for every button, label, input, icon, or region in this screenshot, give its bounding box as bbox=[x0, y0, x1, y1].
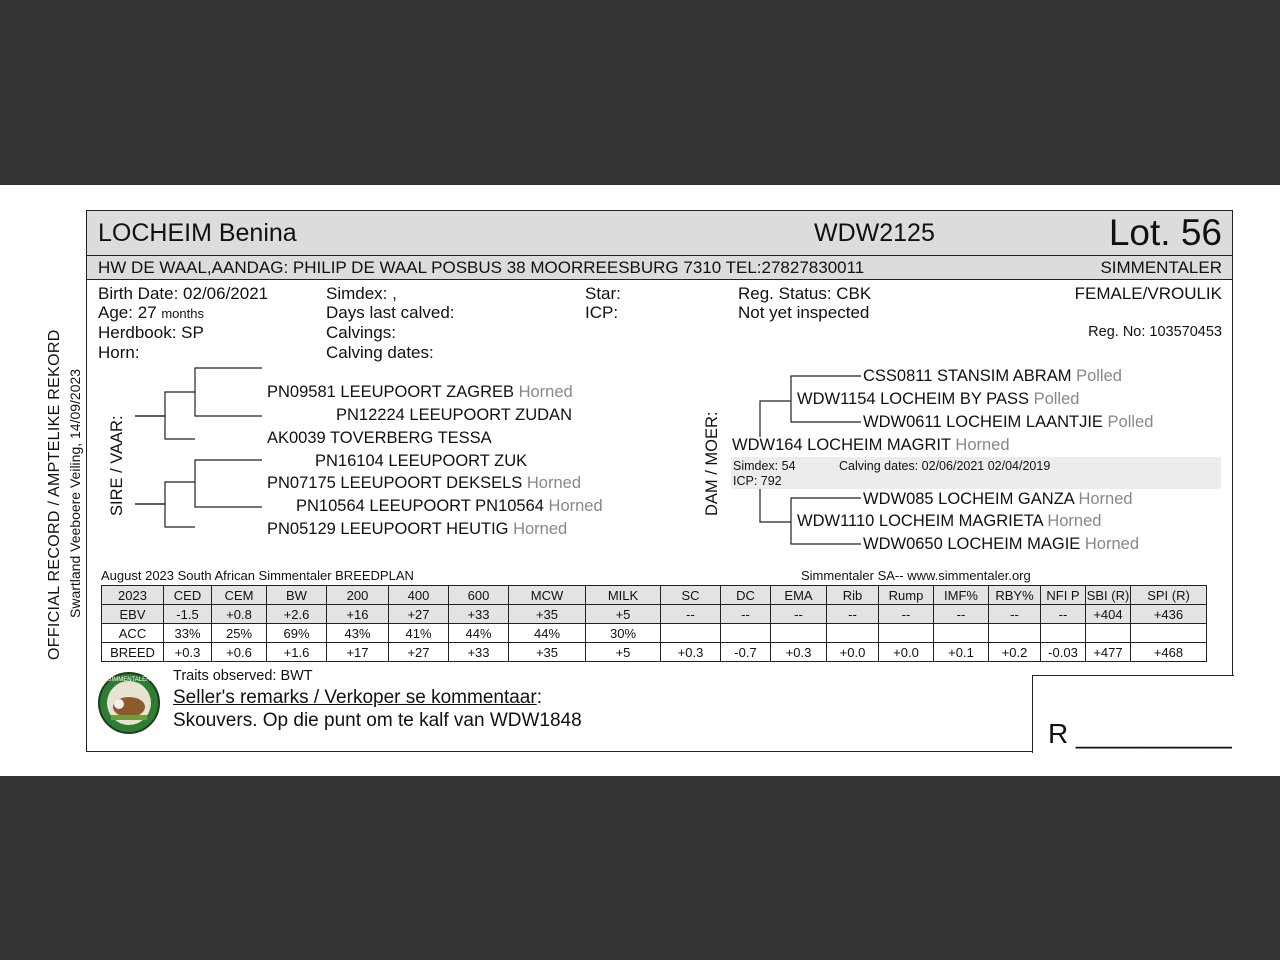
table-cell: Rib bbox=[827, 586, 879, 605]
table-cell: +5 bbox=[586, 605, 661, 624]
dam-node: CSS0811 STANSIM ABRAM Polled bbox=[863, 367, 1122, 385]
table-cell: +0.1 bbox=[934, 643, 989, 662]
sex: FEMALE/VROULIK bbox=[1074, 284, 1222, 303]
table-cell: -0.03 bbox=[1041, 643, 1086, 662]
table-cell: 33% bbox=[164, 624, 212, 643]
calving-dates: Calving dates: bbox=[326, 343, 434, 362]
table-cell: +0.8 bbox=[212, 605, 267, 624]
lot-number: Lot. 56 bbox=[1108, 212, 1222, 253]
sire-node: PN10564 LEEUPOORT PN10564 Horned bbox=[296, 497, 603, 515]
table-cell: +0.6 bbox=[212, 643, 267, 662]
table-cell: -- bbox=[771, 605, 827, 624]
table-cell: 41% bbox=[389, 624, 449, 643]
table-cell: BW bbox=[267, 586, 327, 605]
table-cell: +0.0 bbox=[879, 643, 934, 662]
table-cell: Rump bbox=[879, 586, 934, 605]
table-cell: IMF% bbox=[934, 586, 989, 605]
dam-label: DAM / MOER: bbox=[703, 411, 721, 516]
age-unit: months bbox=[161, 306, 204, 321]
table-cell: CEM bbox=[212, 586, 267, 605]
lot-card bbox=[86, 210, 1233, 752]
table-cell bbox=[661, 624, 721, 643]
table-cell: -- bbox=[721, 605, 771, 624]
traits-observed: Traits observed: BWT bbox=[173, 668, 313, 684]
table-cell bbox=[721, 624, 771, 643]
table-cell: MILK bbox=[586, 586, 661, 605]
table-cell: SPI (R) bbox=[1131, 586, 1207, 605]
table-cell: 43% bbox=[327, 624, 389, 643]
table-cell: +27 bbox=[389, 643, 449, 662]
table-cell: CED bbox=[164, 586, 212, 605]
table-row bbox=[102, 586, 1207, 605]
table-cell: +35 bbox=[509, 605, 586, 624]
table-cell: +2.6 bbox=[267, 605, 327, 624]
table-cell: +0.3 bbox=[661, 643, 721, 662]
birth-date: Birth Date: 02/06/2021 bbox=[98, 284, 269, 303]
table-row bbox=[102, 643, 1207, 662]
table-cell: 200 bbox=[327, 586, 389, 605]
table-cell: MCW bbox=[509, 586, 586, 605]
table-cell: +0.2 bbox=[989, 643, 1041, 662]
sire-node: PN09581 LEEUPOORT ZAGREB Horned bbox=[267, 383, 573, 401]
dam-calving-dates: Calving dates: 02/06/2021 02/04/2019 bbox=[839, 459, 1051, 473]
table-cell: +1.6 bbox=[267, 643, 327, 662]
table-row bbox=[102, 624, 1207, 643]
table-cell: -0.7 bbox=[721, 643, 771, 662]
table-cell bbox=[934, 624, 989, 643]
table-cell: -- bbox=[827, 605, 879, 624]
remarks-text: Skouvers. Op die punt om te kalf van WDW1848 bbox=[173, 710, 582, 731]
table-cell bbox=[827, 624, 879, 643]
reg-status: Reg. Status: CBK bbox=[738, 284, 872, 303]
breed-label: SIMMENTALER bbox=[1100, 258, 1222, 277]
table-cell: RBY% bbox=[989, 586, 1041, 605]
table-cell bbox=[1041, 624, 1086, 643]
remarks-label: Seller's remarks / Verkoper se kommentaar: bbox=[173, 687, 542, 708]
table-cell: 400 bbox=[389, 586, 449, 605]
animal-id: WDW2125 bbox=[814, 219, 935, 247]
table-cell: 69% bbox=[267, 624, 327, 643]
table-cell: +27 bbox=[389, 605, 449, 624]
table-cell: -- bbox=[1041, 605, 1086, 624]
dam-info-box bbox=[731, 457, 1221, 489]
sire-node: AK0039 TOVERBERG TESSA bbox=[267, 429, 492, 447]
sire-node: PN12224 LEEUPOORT ZUDAN bbox=[336, 406, 572, 424]
table-cell bbox=[989, 624, 1041, 643]
table-cell: +16 bbox=[327, 605, 389, 624]
herdbook: Herdbook: SP bbox=[98, 323, 204, 342]
table-cell: SBI (R) bbox=[1086, 587, 1130, 603]
breedplan-site: Simmentaler SA-- www.simmentaler.org bbox=[801, 568, 1031, 583]
sire-node: PN05129 LEEUPOORT HEUTIG Horned bbox=[267, 520, 568, 538]
table-cell: +5 bbox=[586, 643, 661, 662]
table-cell: 30% bbox=[586, 624, 661, 643]
dam-simdex: Simdex: 54 bbox=[733, 459, 796, 473]
auction-label: Swartland Veeboere Veiling, 14/09/2023 bbox=[67, 368, 83, 618]
price-field[interactable]: R __________ bbox=[1048, 718, 1232, 749]
table-cell: -- bbox=[879, 605, 934, 624]
table-cell: -- bbox=[934, 605, 989, 624]
table-cell: +0.3 bbox=[771, 643, 827, 662]
table-cell: 2023 bbox=[102, 586, 164, 605]
table-cell: +468 bbox=[1131, 643, 1207, 662]
table-cell: 44% bbox=[509, 624, 586, 643]
dam-node: WDW085 LOCHEIM GANZA Horned bbox=[863, 490, 1133, 508]
animal-name: LOCHEIM Benina bbox=[98, 219, 297, 247]
table-cell: EMA bbox=[771, 586, 827, 605]
table-cell bbox=[1131, 624, 1207, 643]
table-cell: BREED bbox=[102, 643, 164, 662]
logo-text: SIMMENTALER bbox=[107, 677, 151, 683]
sire-node: PN16104 LEEUPOORT ZUK bbox=[315, 452, 528, 470]
table-cell: +33 bbox=[449, 605, 509, 624]
breedplan-title: August 2023 South African Simmentaler BREEDPLAN bbox=[101, 568, 414, 583]
inspection-status: Not yet inspected bbox=[738, 303, 870, 322]
official-record-label: OFFICIAL RECORD / AMPTELIKE REKORD bbox=[46, 329, 63, 660]
price-box bbox=[1032, 675, 1234, 753]
table-row bbox=[102, 605, 1207, 624]
table-cell bbox=[879, 624, 934, 643]
table-cell: +35 bbox=[509, 643, 586, 662]
age-value: Age: 27 bbox=[98, 303, 157, 322]
breedplan-table bbox=[101, 585, 1207, 662]
table-cell: -- bbox=[661, 605, 721, 624]
table-cell: +404 bbox=[1086, 605, 1131, 624]
table-cell: 44% bbox=[449, 624, 509, 643]
table-cell: SC bbox=[661, 586, 721, 605]
table-cell: ACC bbox=[102, 624, 164, 643]
dam-node: WDW0611 LOCHEIM LAANTJIE Polled bbox=[863, 413, 1154, 431]
calvings: Calvings: bbox=[326, 323, 396, 342]
table-cell bbox=[771, 624, 827, 643]
table-cell: +33 bbox=[449, 643, 509, 662]
dam-icp: ICP: 792 bbox=[733, 474, 782, 488]
table-cell: NFI P bbox=[1041, 586, 1086, 605]
table-cell: -1.5 bbox=[164, 605, 212, 624]
table-cell: +477 bbox=[1086, 643, 1131, 662]
table-cell: EBV bbox=[102, 605, 164, 624]
simmentaler-logo bbox=[97, 671, 161, 735]
table-cell: 25% bbox=[212, 624, 267, 643]
table-cell bbox=[1086, 624, 1131, 643]
reg-number: Reg. No: 103570453 bbox=[1088, 324, 1222, 340]
dam-node: WDW1154 LOCHEIM BY PASS Polled bbox=[797, 390, 1080, 408]
owner-text: HW DE WAAL,AANDAG: PHILIP DE WAAL POSBUS 38 MOORREESBURG 7310 TEL:27827830011 bbox=[98, 258, 865, 277]
dam-node: WDW164 LOCHEIM MAGRIT Horned bbox=[732, 436, 1010, 454]
dam-node: WDW0650 LOCHEIM MAGIE Horned bbox=[863, 535, 1140, 553]
table-cell: +436 bbox=[1131, 605, 1207, 624]
table-cell: +0.0 bbox=[827, 643, 879, 662]
icp: ICP: bbox=[585, 303, 619, 322]
horn: Horn: bbox=[98, 343, 140, 362]
sire-label: SIRE / VAAR: bbox=[108, 415, 126, 516]
catalogue-sheet bbox=[0, 185, 1280, 776]
star: Star: bbox=[585, 284, 621, 303]
sire-node: PN07175 LEEUPOORT DEKSELS Horned bbox=[267, 474, 581, 492]
table-cell: DC bbox=[721, 586, 771, 605]
simdex: Simdex: , bbox=[326, 284, 397, 303]
days-last-calved: Days last calved: bbox=[326, 303, 455, 322]
table-cell: 600 bbox=[449, 586, 509, 605]
dam-node: WDW1110 LOCHEIM MAGRIETA Horned bbox=[797, 512, 1102, 530]
table-cell: +0.3 bbox=[164, 643, 212, 662]
table-cell: +17 bbox=[327, 643, 389, 662]
table-cell: -- bbox=[989, 605, 1041, 624]
